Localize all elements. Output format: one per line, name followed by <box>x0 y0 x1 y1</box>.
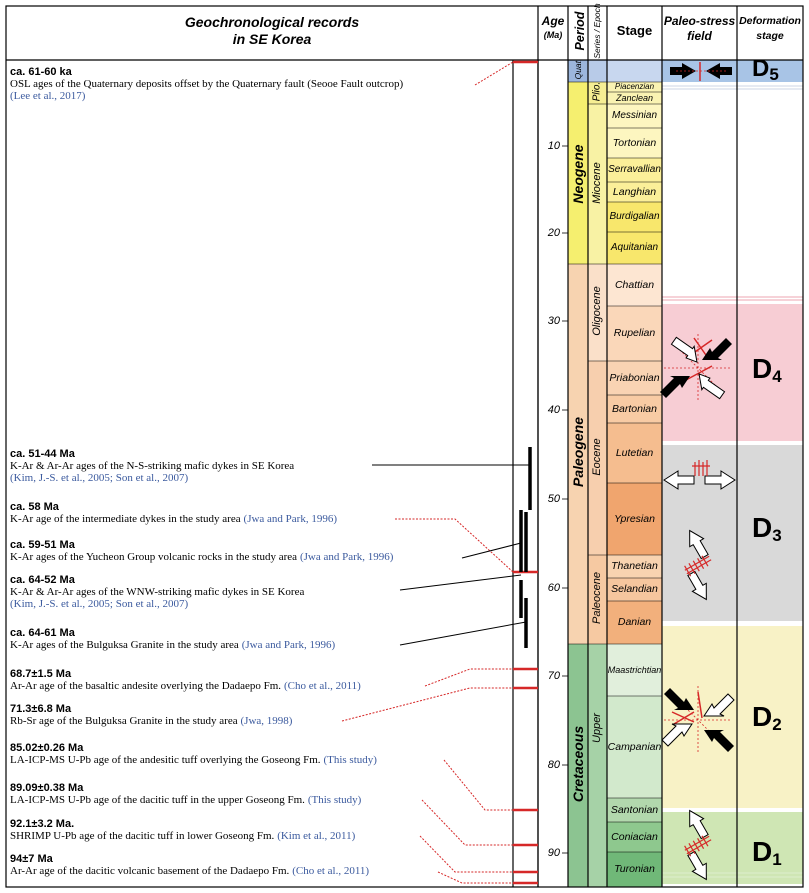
leader-7 <box>425 669 513 686</box>
leader-4 <box>462 543 521 558</box>
age-tick: 30 <box>547 315 560 327</box>
stage-label: Selandian <box>611 583 658 595</box>
age-tick: 10 <box>547 140 560 152</box>
leader-5 <box>400 575 521 590</box>
age-label: Age <box>541 14 565 28</box>
epoch-oligocene-label: Oligocene <box>591 286 603 336</box>
stage-label: Coniacian <box>611 831 658 843</box>
leader-9 <box>444 760 513 810</box>
record-item <box>10 818 355 842</box>
deformation-d1 <box>752 836 782 868</box>
record-ref: (Lee et al., 2017) <box>10 90 86 102</box>
record-desc: OSL ages of the Quaternary deposits offset by the Quaternary fault (Seooe Fault outcrop) <box>10 78 404 90</box>
stage-label: Serravallian <box>608 164 661 175</box>
record-desc: K-Ar & Ar-Ar ages of the N-S-striking mafic dykes in SE Korea <box>10 460 295 472</box>
record-ref: (Jwa, 1998) <box>240 715 293 727</box>
record-item <box>10 448 294 484</box>
d4-letter: D <box>752 353 773 384</box>
period-header: Period <box>573 11 587 51</box>
stage-label: Ypresian <box>614 513 655 525</box>
d5-num: 5 <box>769 65 779 84</box>
stage-label: Langhian <box>612 186 657 198</box>
period-quat-label: Quat. <box>573 58 583 80</box>
epoch-plio-label: Plio. <box>591 81 603 102</box>
d2-num: 2 <box>772 715 782 734</box>
d1-num: 1 <box>772 850 782 869</box>
age-tick: 60 <box>547 582 560 594</box>
record-desc: K-Ar & Ar-Ar ages of the WNW-striking mafic dykes in SE Korea <box>10 586 305 598</box>
records-title-line1: Geochronological records <box>184 14 360 30</box>
record-ref: (Kim, J.-S. et al., 2005; Son et al., 2007) <box>10 598 189 610</box>
record-item <box>10 539 393 563</box>
period-paleogene-label: Paleogene <box>570 416 586 488</box>
record-ref: (This study) <box>307 794 362 806</box>
record-age: ca. 64-52 Ma <box>10 574 75 586</box>
leader-10 <box>422 800 513 845</box>
stage-label: Turonian <box>614 863 655 875</box>
stage-label: Burdigalian <box>609 211 660 222</box>
record-ref: (Kim et al., 2011) <box>277 830 356 842</box>
record-item <box>10 627 335 651</box>
d3-letter: D <box>752 512 773 543</box>
stage-label: Priabonian <box>609 372 660 384</box>
record-desc: Rb-Sr age of the Bulguksa Granite in the study area <box>10 715 238 727</box>
stage-label: Rupelian <box>613 327 656 339</box>
record-desc: K-Ar ages of the Yucheon Group volcanic rocks in the study area <box>10 551 298 563</box>
leader-6 <box>400 622 526 645</box>
stage-label: Aquitanian <box>610 242 659 253</box>
stress-label-line2: field <box>687 29 712 43</box>
record-age: 85.02±0.26 Ma <box>10 742 84 754</box>
epoch-miocene-label: Miocene <box>591 162 603 204</box>
record-item <box>10 782 361 806</box>
record-ref: (Jwa and Park, 1996) <box>299 551 394 563</box>
record-age: ca. 58 Ma <box>10 501 59 513</box>
deformation-header <box>737 14 803 44</box>
leader-12 <box>438 872 513 883</box>
age-tick: 80 <box>547 759 560 771</box>
age-tick: 90 <box>547 847 560 859</box>
age-tick: 50 <box>547 493 560 505</box>
d3-num: 3 <box>772 526 782 545</box>
record-desc: SHRIMP U-Pb age of the dacitic tuff in lower Goseong Fm. <box>10 830 275 842</box>
epoch-paleocene-label: Paleocene <box>591 572 603 624</box>
record-desc: Ar-Ar age of the dacitic volcanic basement of the Dadaepo Fm. <box>10 865 290 877</box>
record-age: 92.1±3.2 Ma. <box>10 818 75 830</box>
epoch-upper-label: Upper <box>591 713 603 743</box>
leader-8 <box>342 688 513 721</box>
epoch-eocene-label: Eocene <box>591 438 603 476</box>
leader-1 <box>475 62 513 85</box>
stage-label: Campanian <box>607 741 662 753</box>
record-item <box>10 742 377 766</box>
record-item <box>10 501 337 525</box>
record-desc: LA-ICP-MS U-Pb age of the andesitic tuff overlying the Goseong Fm. <box>10 754 321 766</box>
deformation-label-line1: Deformation <box>739 15 801 27</box>
d2-letter: D <box>752 701 773 732</box>
deformation-d5 <box>752 55 779 83</box>
record-item <box>10 66 403 102</box>
deformation-d4 <box>752 353 782 385</box>
stage-label: Tortonian <box>612 137 657 149</box>
d1-letter: D <box>752 836 773 867</box>
sample-red-ticks <box>513 62 538 883</box>
stage-label: Danian <box>617 616 652 628</box>
stage-label: Santonian <box>610 804 659 816</box>
record-desc: K-Ar age of the intermediate dykes in the study area <box>10 513 241 525</box>
record-desc: LA-ICP-MS U-Pb age of the dacitic tuff in the upper Goseong Fm. <box>10 794 305 806</box>
age-header <box>538 14 568 42</box>
sample-black-bars <box>521 447 530 648</box>
record-age: ca. 61-60 ka <box>10 66 72 78</box>
record-item <box>10 853 369 877</box>
records-title <box>6 14 538 48</box>
stage-label: Zanclean <box>615 93 654 103</box>
record-desc: K-Ar ages of the Bulguksa Granite in the study area <box>10 639 239 651</box>
stage-label: Messinian <box>611 110 658 121</box>
record-age: 89.09±0.38 Ma <box>10 782 84 794</box>
record-age: ca. 59-51 Ma <box>10 539 75 551</box>
age-unit: (Ma) <box>543 30 563 40</box>
age-tick: 20 <box>547 227 560 239</box>
stress-header <box>662 14 737 44</box>
deformation-d3 <box>752 512 782 544</box>
deformation-d2 <box>752 701 782 733</box>
record-ref: (Jwa and Park, 1996) <box>241 639 336 651</box>
leader-11 <box>420 836 513 872</box>
stage-label: Piacenzian <box>614 82 655 91</box>
epoch-upper-cell <box>588 644 607 887</box>
record-age: 71.3±6.8 Ma <box>10 703 72 715</box>
stage-label: Thanetian <box>611 560 658 572</box>
record-ref: (Cho et al., 2011) <box>283 680 361 692</box>
record-desc: Ar-Ar age of the basaltic andesite overlying the Dadaepo Fm. <box>10 680 282 692</box>
record-age: ca. 64-61 Ma <box>10 627 75 639</box>
d5-letter: D <box>752 55 770 82</box>
deformation-label-line2: stage <box>756 30 784 42</box>
period-neogene-label: Neogene <box>570 144 586 204</box>
leader-3 <box>395 519 513 572</box>
record-ref: (Kim, J.-S. et al., 2005; Son et al., 2007) <box>10 472 189 484</box>
record-ref: (Jwa and Park, 1996) <box>243 513 338 525</box>
stage-label: Lutetian <box>615 447 654 459</box>
age-tick: 70 <box>547 670 560 682</box>
record-age: ca. 51-44 Ma <box>10 448 75 460</box>
record-ref: (This study) <box>323 754 377 766</box>
record-ref: (Cho et al., 2011) <box>292 865 370 877</box>
stage-label: Chattian <box>614 279 655 291</box>
stress-label-line1: Paleo-stress <box>663 14 736 28</box>
age-tick: 40 <box>547 404 560 416</box>
record-age: 94±7 Ma <box>10 853 53 865</box>
stage-header: Stage <box>616 23 653 38</box>
record-item <box>10 668 361 692</box>
record-item <box>10 574 304 610</box>
series-header: Series / Epoch <box>592 3 602 59</box>
period-cretaceous-label: Cretaceous <box>570 725 586 803</box>
d4-num: 4 <box>772 367 782 386</box>
stage-label: Bartonian <box>612 403 657 415</box>
record-item <box>10 703 292 727</box>
records-title-line2: in SE Korea <box>232 31 312 47</box>
stage-label: Maastrichtian <box>607 665 662 675</box>
record-age: 68.7±1.5 Ma <box>10 668 72 680</box>
